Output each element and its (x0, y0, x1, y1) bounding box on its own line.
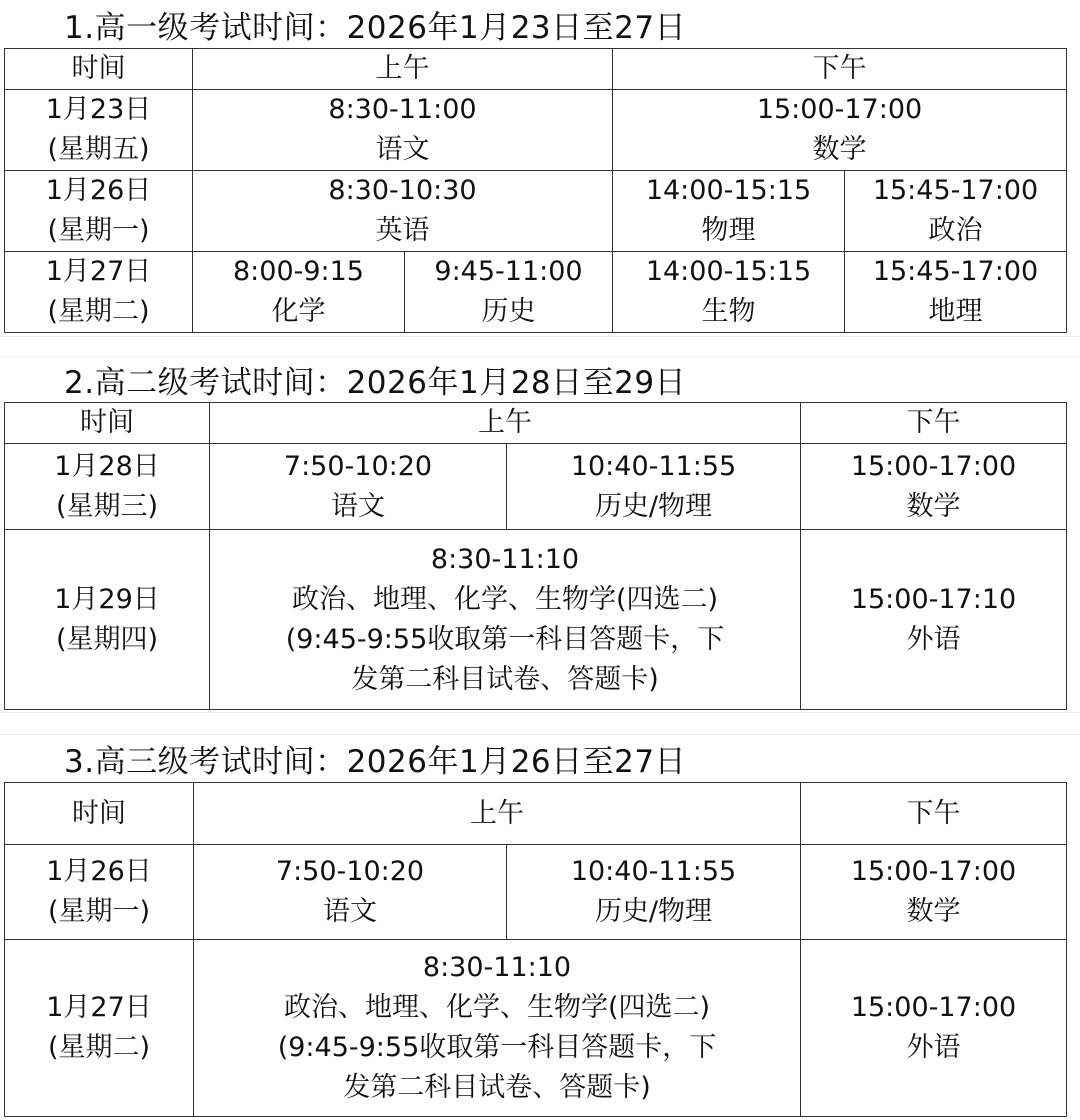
exam-time: 8:00-9:15 (232, 256, 364, 287)
weekday: (星期五) (47, 134, 150, 165)
exam-note: (9:45-9:55收取第一科目答题卡，下 (277, 1032, 717, 1063)
schedule-table-grade-11 (4, 402, 1067, 710)
exam-cell (507, 845, 801, 940)
exam-time: 15:00-17:00 (850, 450, 1017, 482)
exam-subject: 政治 (928, 215, 983, 246)
section-title-grade-11: 2.高二级考试时间：2026年1月28日至29日 (64, 365, 687, 401)
date-cell (5, 171, 193, 252)
exam-cell (845, 252, 1067, 333)
weekday: (星期四) (55, 623, 159, 655)
exam-cell (613, 171, 845, 252)
exam-subject: 历史 (481, 296, 536, 327)
header-afternoon: 下午 (801, 403, 1067, 444)
exam-time: 8:30-10:30 (328, 175, 477, 206)
exam-subject: 物理 (701, 215, 756, 246)
weekday: (星期一) (47, 896, 151, 927)
exam-subject: 历史/物理 (594, 490, 713, 522)
schedule-table-grade-12 (4, 782, 1067, 1117)
exam-subject: 外语 (906, 1032, 961, 1063)
date: 1月23日 (45, 94, 152, 125)
section-title-grade-12: 3.高三级考试时间：2026年1月26日至27日 (64, 744, 687, 780)
exam-subject: 化学 (271, 296, 326, 327)
date-cell (5, 530, 210, 710)
exam-time: 15:45-17:00 (872, 256, 1039, 287)
exam-time: 8:30-11:10 (422, 952, 572, 983)
exam-time: 8:30-11:10 (430, 543, 580, 575)
table-header-row (5, 783, 1067, 845)
date: 1月27日 (45, 256, 152, 287)
exam-time: 10:40-11:55 (570, 856, 737, 887)
exam-time: 14:00-15:15 (645, 175, 812, 206)
exam-cell (845, 171, 1067, 252)
exam-subject: 地理 (928, 296, 983, 327)
exam-cell (801, 530, 1067, 710)
date-cell (5, 444, 210, 530)
exam-cell (210, 530, 801, 710)
exam-cell (193, 252, 405, 333)
date: 1月27日 (46, 992, 152, 1023)
exam-note: 发第二科目试卷、答题卡) (343, 1072, 651, 1103)
date-cell (5, 252, 193, 333)
table-header-row (5, 49, 1067, 90)
table-row (5, 940, 1067, 1117)
header-morning: 上午 (193, 49, 613, 90)
weekday: (星期三) (55, 490, 159, 522)
date-cell (5, 940, 194, 1117)
exam-cell (194, 940, 801, 1117)
exam-cell (801, 845, 1067, 940)
section-title-grade-10: 1.高一级考试时间：2026年1月23日至27日 (64, 10, 687, 46)
table-row (5, 530, 1067, 710)
exam-cell (210, 444, 507, 530)
exam-time: 7:50-10:20 (275, 856, 425, 887)
header-time: 时间 (5, 49, 193, 90)
header-afternoon: 下午 (613, 49, 1067, 90)
date: 1月29日 (54, 583, 160, 615)
exam-subject: 外语 (906, 623, 961, 655)
header-morning: 上午 (210, 403, 801, 444)
table-row (5, 444, 1067, 530)
header-time: 时间 (5, 403, 210, 444)
exam-cell (193, 90, 613, 171)
exam-cell (613, 252, 845, 333)
weekday: (星期一) (47, 215, 150, 246)
exam-time: 15:00-17:00 (756, 94, 923, 125)
background-rule (0, 356, 1080, 357)
exam-cell (801, 444, 1067, 530)
exam-subject: 数学 (812, 134, 867, 165)
table-row (5, 252, 1067, 333)
exam-subject: 数学 (906, 490, 961, 522)
exam-cell (507, 444, 801, 530)
weekday: (星期二) (47, 296, 150, 327)
background-rule (0, 336, 1080, 337)
exam-subjects: 政治、地理、化学、生物学(四选二) (291, 583, 719, 615)
exam-time: 15:00-17:00 (850, 992, 1017, 1023)
exam-note: 发第二科目试卷、答题卡) (351, 663, 659, 695)
date: 1月28日 (54, 450, 160, 482)
table-header-row (5, 403, 1067, 444)
weekday: (星期二) (47, 1032, 151, 1063)
exam-time: 10:40-11:55 (570, 450, 737, 482)
exam-time: 9:45-11:00 (434, 256, 583, 287)
exam-subject: 英语 (375, 215, 430, 246)
header-afternoon: 下午 (801, 783, 1067, 845)
exam-cell (194, 845, 507, 940)
background-rule (0, 712, 1080, 713)
date-cell (5, 90, 193, 171)
exam-cell (193, 171, 613, 252)
exam-cell (801, 940, 1067, 1117)
exam-time: 15:45-17:00 (872, 175, 1039, 206)
background-rule (0, 734, 1080, 735)
header-time: 时间 (5, 783, 194, 845)
exam-subject: 数学 (906, 896, 961, 927)
table-row (5, 171, 1067, 252)
exam-subjects: 政治、地理、化学、生物学(四选二) (283, 992, 711, 1023)
schedule-table-grade-10 (4, 48, 1067, 333)
exam-time: 15:00-17:00 (850, 856, 1017, 887)
table-row (5, 90, 1067, 171)
exam-subject: 语文 (375, 134, 430, 165)
table-row (5, 845, 1067, 940)
exam-cell (405, 252, 613, 333)
exam-subject: 生物 (701, 296, 756, 327)
date-cell (5, 845, 194, 940)
exam-subject: 历史/物理 (594, 896, 713, 927)
exam-cell (613, 90, 1067, 171)
date: 1月26日 (45, 175, 152, 206)
exam-time: 7:50-10:20 (283, 450, 433, 482)
exam-subject: 语文 (323, 896, 377, 927)
exam-time: 8:30-11:00 (328, 94, 477, 125)
exam-note: (9:45-9:55收取第一科目答题卡，下 (285, 623, 725, 655)
exam-subject: 语文 (331, 490, 385, 522)
exam-time: 14:00-15:15 (645, 256, 812, 287)
header-morning: 上午 (194, 783, 801, 845)
exam-time: 15:00-17:10 (850, 583, 1017, 615)
date: 1月26日 (46, 856, 152, 887)
